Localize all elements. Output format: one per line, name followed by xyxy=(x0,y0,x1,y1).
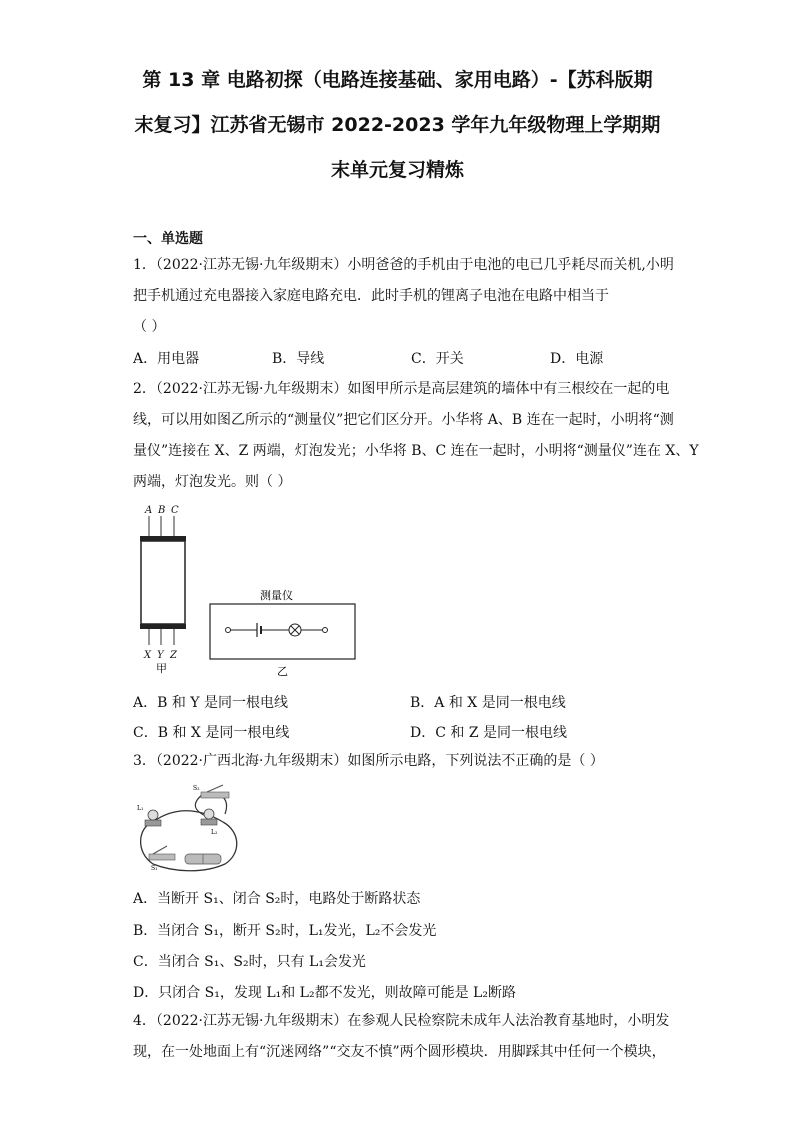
wall-bottom-band xyxy=(140,624,186,629)
q3-option-c[interactable]: C．当闭合 S₁、S₂时，只有 L₁会发光 xyxy=(133,954,366,970)
fig-label-yi: 乙 xyxy=(277,665,288,678)
fig-label-b: B xyxy=(158,505,166,516)
meter-title: 测量仪 xyxy=(260,589,293,602)
title-line-3: 末单元复习精炼 xyxy=(330,159,464,181)
question-3 xyxy=(133,746,693,777)
q2-line-1: 2．（2022·江苏无锡·九年级期末）如图甲所示是高层建筑的墙体中有三根绞在一起的电 xyxy=(133,381,670,397)
q1-line-2: 把手机通过充电器接入家庭电路充电．此时手机的锂离子电池在电路中相当于 xyxy=(133,288,609,304)
label-s2: S₂ xyxy=(193,785,200,792)
fig-label-c: C xyxy=(171,505,179,516)
q2-option-b[interactable]: B．A 和 X 是同一根电线 xyxy=(410,695,566,711)
lamp-l2-icon xyxy=(204,809,214,819)
q2-figure xyxy=(130,500,360,685)
switch-s2-lever xyxy=(207,785,223,792)
q1-option-a[interactable]: A．用电器 xyxy=(133,351,200,367)
fig-label-jia: 甲 xyxy=(156,662,167,675)
title-line-2: 末复习】江苏省无锡市 2022-2023 学年九年级物理上学期期 xyxy=(134,114,661,136)
q3-circuit-figure xyxy=(133,782,243,872)
fig-label-a: A xyxy=(145,505,153,516)
q1-options xyxy=(133,348,689,368)
q2-line-3: 量仪”连接在 X、Z 两端，灯泡发光；小华将 B、C 连在一起时，小明将“测量仪”连在 X、Y xyxy=(133,443,699,459)
q4-line-1: 4．（2022·江苏无锡·九年级期末）在参观人民检察院未成年人法治教育基地时，小明发 xyxy=(133,1013,670,1029)
question-4 xyxy=(133,1006,693,1068)
q2-option-c[interactable]: C．B 和 X 是同一根电线 xyxy=(133,725,290,741)
label-l2: L₂ xyxy=(211,829,218,836)
lamp-l1-icon xyxy=(148,810,158,820)
question-2 xyxy=(133,374,699,498)
q1-option-c[interactable]: C．开关 xyxy=(411,351,464,367)
wall-body xyxy=(141,541,185,624)
question-1 xyxy=(133,250,693,343)
section-heading: 一、单选题 xyxy=(133,231,203,247)
q2-line-2: 线，可以用如图乙所示的“测量仪”把它们区分开。小华将 A、B 连在一起时，小明将“测 xyxy=(133,412,674,428)
lamp-l1-base xyxy=(145,820,161,826)
q4-line-2: 现，在一处地面上有“沉迷网络”“交友不慎”两个圆形模块．用脚踩其中任何一个模块， xyxy=(133,1044,666,1060)
q1-option-d[interactable]: D．电源 xyxy=(550,351,604,367)
switch-s1-icon xyxy=(149,854,175,860)
title-line-1: 第 13 章 电路初探（电路连接基础、家用电路）-【苏科版期 xyxy=(142,69,653,91)
q1-option-b[interactable]: B．导线 xyxy=(272,351,325,367)
meter-terminal-right xyxy=(323,628,328,633)
lamp-l2-base xyxy=(201,819,217,825)
switch-s2-icon xyxy=(201,792,229,798)
meter-box xyxy=(210,604,355,659)
q3-option-d[interactable]: D．只闭合 S₁，发现 L₁和 L₂都不发光，则故障可能是 L₂断路 xyxy=(133,985,516,1001)
q3-option-b[interactable]: B．当闭合 S₁，断开 S₂时，L₁发光，L₂不会发光 xyxy=(133,923,437,939)
q1-line-1: 1．（2022·江苏无锡·九年级期末）小明爸爸的手机由于电池的电已几乎耗尽而关机,小明 xyxy=(133,257,674,273)
label-s1: S₁ xyxy=(151,865,158,872)
q2-option-a[interactable]: A．B 和 Y 是同一根电线 xyxy=(133,695,288,711)
label-l1: L₁ xyxy=(137,805,144,812)
q2-line-4: 两端，灯泡发光。则（ ） xyxy=(133,474,292,490)
fig-label-x: X xyxy=(144,650,152,661)
q2-option-d[interactable]: D．C 和 Z 是同一根电线 xyxy=(410,725,568,741)
fig-label-y: Y xyxy=(157,650,164,661)
meter-terminal-left xyxy=(226,628,231,633)
q3-line-1: 3．（2022·广西北海·九年级期末）如图所示电路，下列说法不正确的是（ ） xyxy=(133,753,604,769)
q1-line-3: （ ） xyxy=(133,319,166,335)
q3-option-a[interactable]: A．当断开 S₁、闭合 S₂时，电路处于断路状态 xyxy=(133,891,421,907)
switch-s1-lever xyxy=(153,846,167,854)
document-title xyxy=(110,58,685,193)
fig-label-z: Z xyxy=(170,650,177,661)
